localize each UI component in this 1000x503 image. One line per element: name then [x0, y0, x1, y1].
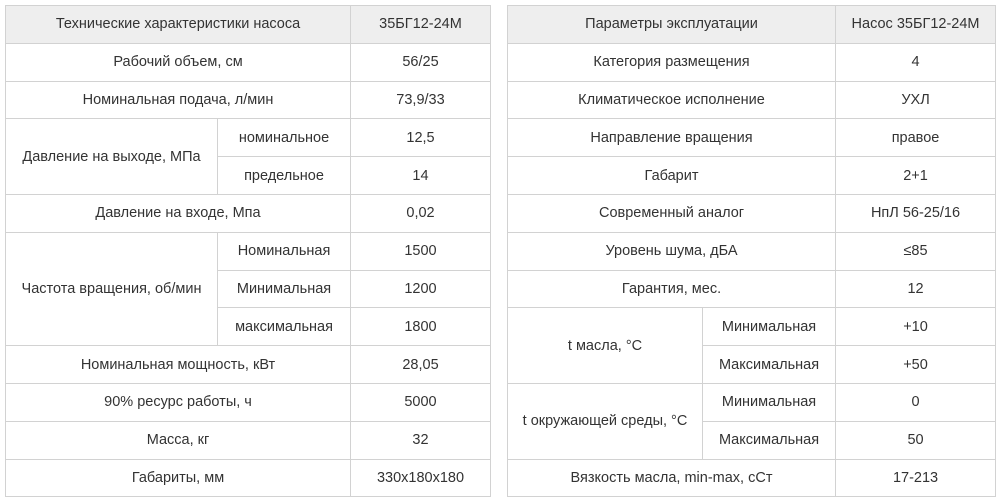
- row-value: 4: [836, 43, 996, 81]
- row-label: Масса, кг: [6, 421, 351, 459]
- row-label: Современный аналог: [508, 194, 836, 232]
- row-sublabel: номинальное: [218, 119, 351, 157]
- row-label: Давление на входе, Мпа: [6, 194, 351, 232]
- row-value: 0: [836, 383, 996, 421]
- row-label: Габарит: [508, 157, 836, 195]
- row-sublabel: предельное: [218, 157, 351, 195]
- table-row: [508, 459, 996, 497]
- row-value: 1500: [351, 232, 491, 270]
- row-label: Уровень шума, дБА: [508, 232, 836, 270]
- table-row: [508, 308, 996, 346]
- row-value: 1200: [351, 270, 491, 308]
- row-value: УХЛ: [836, 81, 996, 119]
- row-group-label: t масла, °С: [508, 308, 703, 384]
- table-row: [508, 157, 996, 195]
- row-value: 12: [836, 270, 996, 308]
- row-value: 2+1: [836, 157, 996, 195]
- pump-specs-table: [5, 5, 491, 497]
- row-value: 50: [836, 421, 996, 459]
- row-value: ≤85: [836, 232, 996, 270]
- table-row: [6, 232, 491, 270]
- table-header-row: [6, 6, 491, 44]
- row-value: 32: [351, 421, 491, 459]
- row-value: 14: [351, 157, 491, 195]
- table-header-row: [508, 6, 996, 44]
- row-value: правое: [836, 119, 996, 157]
- row-value: 17-213: [836, 459, 996, 497]
- row-label: Габариты, мм: [6, 459, 351, 497]
- row-value: 73,9/33: [351, 81, 491, 119]
- row-value: 28,05: [351, 346, 491, 384]
- row-value: 56/25: [351, 43, 491, 81]
- row-group-label: t окружающей среды, °С: [508, 383, 703, 459]
- table-row: [508, 194, 996, 232]
- row-value: 330x180x180: [351, 459, 491, 497]
- table-row: [6, 81, 491, 119]
- row-sublabel: Максимальная: [703, 421, 836, 459]
- row-sublabel: Номинальная: [218, 232, 351, 270]
- row-value: +50: [836, 346, 996, 384]
- row-label: Гарантия, мес.: [508, 270, 836, 308]
- table-row: [508, 119, 996, 157]
- row-label: Категория размещения: [508, 43, 836, 81]
- table-row: [508, 43, 996, 81]
- operating-params-table: [507, 5, 996, 497]
- row-label: Направление вращения: [508, 119, 836, 157]
- row-value: 1800: [351, 308, 491, 346]
- row-sublabel: Минимальная: [703, 308, 836, 346]
- table-row: [6, 194, 491, 232]
- row-sublabel: Максимальная: [703, 346, 836, 384]
- row-label: Вязкость масла, min-max, сСт: [508, 459, 836, 497]
- row-sublabel: Минимальная: [218, 270, 351, 308]
- table-row: [6, 346, 491, 384]
- row-sublabel: максимальная: [218, 308, 351, 346]
- header-cell: 35БГ12-24М: [351, 6, 491, 44]
- row-label: Номинальная мощность, кВт: [6, 346, 351, 384]
- row-sublabel: Минимальная: [703, 383, 836, 421]
- row-group-label: Давление на выходе, МПа: [6, 119, 218, 195]
- row-label: Климатическое исполнение: [508, 81, 836, 119]
- table-row: [508, 383, 996, 421]
- row-value: 5000: [351, 383, 491, 421]
- row-value: 0,02: [351, 194, 491, 232]
- row-value: НпЛ 56-25/16: [836, 194, 996, 232]
- row-label: Рабочий объем, см: [6, 43, 351, 81]
- table-row: [508, 81, 996, 119]
- table-row: [6, 459, 491, 497]
- table-row: [508, 232, 996, 270]
- table-row: [6, 43, 491, 81]
- row-label: 90% ресурс работы, ч: [6, 383, 351, 421]
- row-label: Номинальная подача, л/мин: [6, 81, 351, 119]
- header-cell: Насос 35БГ12-24М: [836, 6, 996, 44]
- table-row: [508, 270, 996, 308]
- table-row: [6, 383, 491, 421]
- header-cell: Параметры эксплуатации: [508, 6, 836, 44]
- table-row: [6, 119, 491, 157]
- table-row: [6, 421, 491, 459]
- row-value: +10: [836, 308, 996, 346]
- header-cell: Технические характеристики насоса: [6, 6, 351, 44]
- row-value: 12,5: [351, 119, 491, 157]
- row-group-label: Частота вращения, об/мин: [6, 232, 218, 345]
